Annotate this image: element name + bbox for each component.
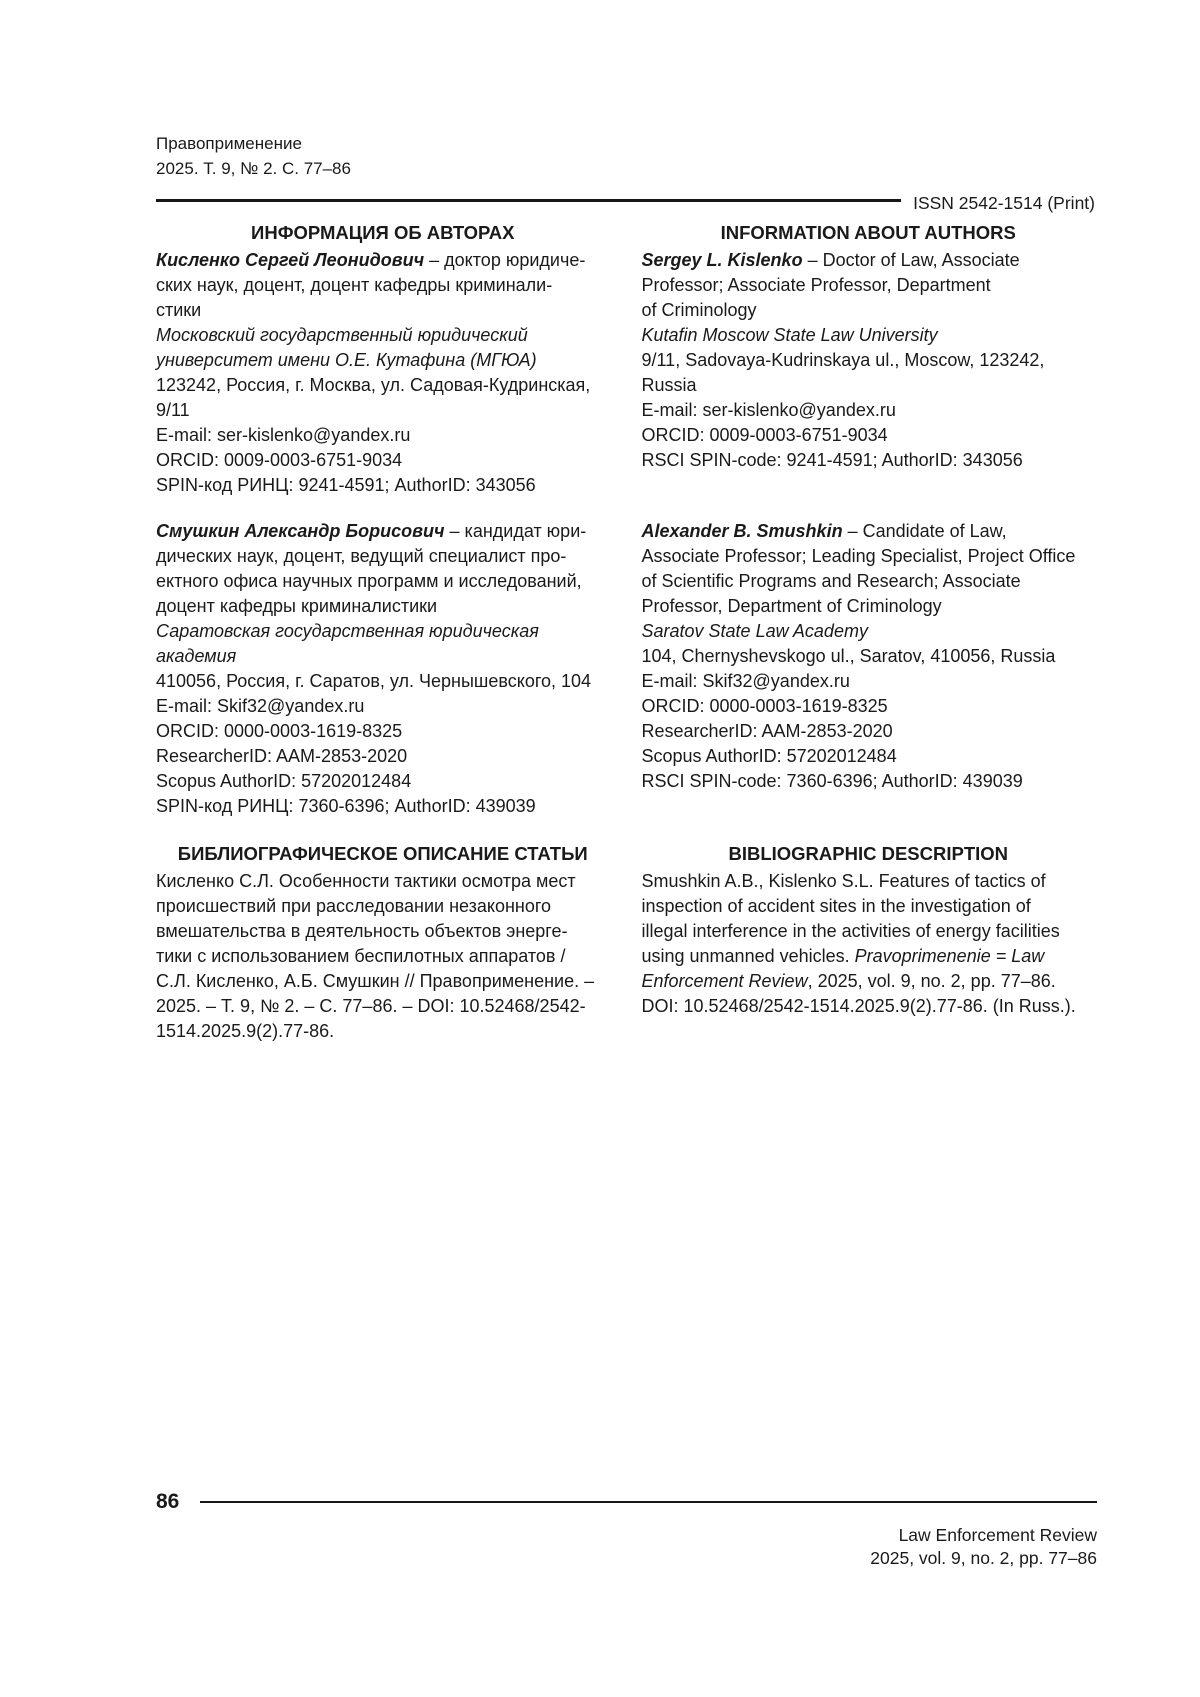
text-segment: Кисленко Сергей Леонидович	[156, 250, 425, 270]
text-segment: inspection of accident sites in the investigation of	[641, 896, 1031, 916]
journal-title-ru: Правоприменение	[156, 134, 302, 153]
footer-rule-row	[156, 1489, 1097, 1515]
text-line	[642, 448, 1096, 473]
text-segment: Associate Professor; Leading Specialist, Project Office	[641, 546, 1076, 566]
text-segment: E-mail: ser-kislenko@yandex.ru	[641, 400, 896, 420]
text-line	[156, 694, 610, 719]
text-segment: – кандидат юри-	[444, 521, 587, 541]
text-line	[156, 519, 610, 544]
text-line	[642, 619, 1096, 644]
text-segment: Professor; Associate Professor, Department	[641, 275, 991, 295]
text-segment: Саратовская государственная юридическая	[156, 621, 539, 641]
issn-label: ISSN 2542-1514 (Print)	[913, 193, 1095, 213]
text-segment: – доктор юридиче-	[424, 250, 586, 270]
text-segment: ORCID: 0000-0003-1619-8325	[156, 721, 403, 741]
text-line	[642, 373, 1096, 398]
text-line	[156, 323, 610, 348]
text-line	[642, 519, 1096, 544]
text-segment: Scopus AuthorID: 57202012484	[156, 771, 412, 791]
text-segment: Scopus AuthorID: 57202012484	[641, 746, 897, 766]
text-line	[642, 944, 1096, 969]
text-line	[156, 248, 610, 273]
text-segment: E-mail: Skif32@yandex.ru	[641, 671, 850, 691]
text-segment: ORCID: 0009-0003-6751-9034	[156, 450, 403, 470]
text-line	[156, 669, 610, 694]
text-line	[156, 794, 610, 819]
footer-rule	[200, 1501, 1097, 1503]
page-header	[156, 131, 1095, 214]
text-line	[156, 348, 610, 373]
text-segment: RSCI SPIN-code: 7360-6396; AuthorID: 439039	[641, 771, 1023, 791]
text-line	[156, 398, 610, 423]
authors-heading-en: INFORMATION ABOUT AUTHORS	[720, 222, 1016, 243]
text-segment: 9/11, Sadovaya-Kudrinskaya ul., Moscow, 123242,	[641, 350, 1045, 370]
text-segment: , 2025, vol. 9, no. 2, pp. 77–86.	[807, 971, 1056, 991]
biblio-description-en	[642, 869, 1096, 1019]
text-line	[642, 744, 1096, 769]
text-line	[156, 944, 610, 969]
text-line	[156, 298, 610, 323]
text-line	[642, 644, 1096, 669]
text-line	[156, 769, 610, 794]
text-line	[156, 569, 610, 594]
text-segment: дических наук, доцент, ведущий специалист про-	[156, 546, 567, 566]
page-footer	[156, 1489, 1097, 1570]
text-segment: – Doctor of Law, Associate	[802, 250, 1020, 270]
text-segment: illegal interference in the activities of energy facilities	[641, 921, 1060, 941]
text-segment: Московский государственный юридический	[156, 325, 528, 345]
text-segment: происшествий при расследовании незаконного	[156, 896, 552, 916]
text-segment: Saratov State Law Academy	[641, 621, 868, 641]
text-line	[156, 1019, 610, 1044]
text-line	[642, 869, 1096, 894]
text-segment: Kutafin Moscow State Law University	[641, 325, 938, 345]
text-segment: С.Л. Кисленко, А.Б. Смушкин // Правоприменение. –	[156, 971, 595, 991]
text-line	[642, 298, 1096, 323]
issue-info-ru: 2025. Т. 9, № 2. С. 77–86	[156, 159, 351, 178]
author-block-kislenko-ru	[156, 248, 610, 498]
text-segment: ResearcherID: AAM-2853-2020	[641, 721, 893, 741]
text-segment: ORCID: 0009-0003-6751-9034	[641, 425, 888, 445]
text-segment: RSCI SPIN-code: 9241-4591; AuthorID: 343056	[641, 450, 1023, 470]
biblio-section-en	[642, 841, 1096, 1019]
header-rule-row	[156, 186, 1095, 214]
text-segment: Enforcement Review	[641, 971, 808, 991]
author-block-kislenko-en	[642, 248, 1096, 473]
text-line	[156, 448, 610, 473]
author-block-smushkin-en	[642, 519, 1096, 794]
text-line	[156, 994, 610, 1019]
text-segment: using unmanned vehicles.	[641, 946, 855, 966]
text-line	[642, 348, 1096, 373]
text-line	[642, 569, 1096, 594]
text-line	[642, 769, 1096, 794]
text-segment: Кисленко С.Л. Особенности тактики осмотра мест	[156, 871, 576, 891]
biblio-heading-ru: БИБЛИОГРАФИЧЕСКОЕ ОПИСАНИЕ СТАТЬИ	[177, 843, 588, 864]
text-line	[156, 619, 610, 644]
text-line	[156, 423, 610, 448]
text-segment: ектного офиса научных программ и исследований,	[156, 571, 582, 591]
text-segment: 9/11	[156, 400, 190, 420]
biblio-section-ru	[156, 841, 610, 1044]
text-line	[156, 544, 610, 569]
text-segment: – Candidate of Law,	[842, 521, 1007, 541]
text-segment: Alexander B. Smushkin	[641, 521, 843, 541]
text-line	[642, 694, 1096, 719]
text-segment: ORCID: 0000-0003-1619-8325	[641, 696, 888, 716]
footer-journal-info	[156, 1524, 1097, 1570]
text-segment: Sergey L. Kislenko	[641, 250, 803, 270]
page-number: 86	[156, 1490, 180, 1513]
header-rule	[156, 199, 901, 202]
text-segment: of Scientific Programs and Research; Associate	[641, 571, 1021, 591]
biblio-heading-en: BIBLIOGRAPHIC DESCRIPTION	[728, 843, 1009, 864]
text-line	[156, 644, 610, 669]
text-segment: Smushkin A.B., Kislenko S.L. Features of tactics of	[641, 871, 1046, 891]
text-line	[642, 994, 1096, 1019]
text-line	[642, 894, 1096, 919]
text-segment: Russia	[641, 375, 697, 395]
text-segment: SPIN-код РИНЦ: 9241-4591; AuthorID: 343056	[156, 475, 536, 495]
text-segment: ResearcherID: AAM-2853-2020	[156, 746, 408, 766]
text-line	[642, 594, 1096, 619]
text-line	[642, 969, 1096, 994]
text-segment: Смушкин Александр Борисович	[156, 521, 445, 541]
text-line	[156, 373, 610, 398]
text-segment: E-mail: ser-kislenko@yandex.ru	[156, 425, 411, 445]
text-line	[642, 544, 1096, 569]
text-line	[642, 719, 1096, 744]
author-block-smushkin-ru	[156, 519, 610, 819]
text-line	[156, 744, 610, 769]
text-segment: доцент кафедры криминалистики	[156, 596, 438, 616]
text-line	[156, 894, 610, 919]
text-line	[642, 248, 1096, 273]
text-line	[642, 423, 1096, 448]
text-segment: академия	[156, 646, 237, 666]
text-segment: 123242, Россия, г. Москва, ул. Садовая-Кудринская,	[156, 375, 591, 395]
text-segment: of Criminology	[641, 300, 757, 320]
text-segment: 104, Chernyshevskogo ul., Saratov, 410056, Russia	[641, 646, 1056, 666]
text-segment: вмешательства в деятельность объектов энерге-	[156, 921, 568, 941]
text-line	[156, 719, 610, 744]
issue-info-en: 2025, vol. 9, no. 2, pp. 77–86	[870, 1548, 1097, 1568]
text-segment: 1514.2025.9(2).77-86.	[156, 1021, 335, 1041]
journal-title-en: Law Enforcement Review	[898, 1525, 1097, 1545]
text-segment: стики	[156, 300, 202, 320]
two-column-content	[156, 220, 1095, 1044]
text-line	[642, 669, 1096, 694]
text-line	[156, 919, 610, 944]
text-segment: университет имени О.Е. Кутафина (МГЮА)	[156, 350, 537, 370]
text-line	[642, 919, 1096, 944]
text-line	[642, 398, 1096, 423]
biblio-description-ru	[156, 869, 610, 1044]
authors-heading-ru: ИНФОРМАЦИЯ ОБ АВТОРАХ	[251, 222, 515, 243]
text-line	[156, 969, 610, 994]
text-line	[642, 273, 1096, 298]
text-segment: ских наук, доцент, доцент кафедры криминали-	[156, 275, 553, 295]
text-segment: тики с использованием беспилотных аппаратов /	[156, 946, 566, 966]
text-segment: Professor, Department of Criminology	[641, 596, 942, 616]
text-segment: E-mail: Skif32@yandex.ru	[156, 696, 365, 716]
text-line	[156, 594, 610, 619]
text-line	[642, 323, 1096, 348]
text-line	[156, 473, 610, 498]
text-segment: Pravoprimenenie = Law	[854, 946, 1045, 966]
text-segment: DOI: 10.52468/2542-1514.2025.9(2).77-86. (In Russ.).	[641, 996, 1076, 1016]
text-line	[156, 273, 610, 298]
text-line	[156, 869, 610, 894]
text-segment: 410056, Россия, г. Саратов, ул. Чернышевского, 104	[156, 671, 592, 691]
text-segment: SPIN-код РИНЦ: 7360-6396; AuthorID: 439039	[156, 796, 536, 816]
text-segment: 2025. – Т. 9, № 2. – С. 77–86. – DOI: 10.52468/2542-	[156, 996, 586, 1016]
